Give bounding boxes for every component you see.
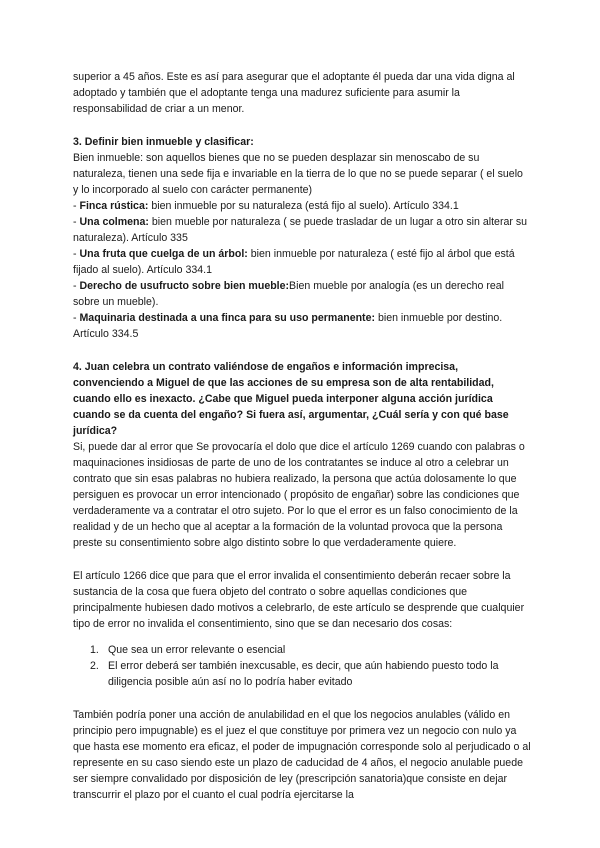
section-3-definition: Bien inmueble: son aquellos bienes que no se pueden desplazar sin menoscabo de su naturaleza, tienen una sede fija e invariable en la tierra de lo que no se puede separar ( el suelo y lo incorporado al suelo con carácter permanente) xyxy=(73,152,523,196)
classification-term: Una fruta que cuelga de un árbol: xyxy=(79,248,248,260)
classification-term: Derecho de usufructo sobre bien mueble: xyxy=(79,280,290,292)
section-4-answer-p3: También podría poner una acción de anulabilidad en el que los negocios anulables (válido en principio pero impugnable) es el juez el que constituye por primera vez un negocio con nulo ya que hasta ese momento era eficaz, el poder de impugnación corresponde solo al perjudicado o al represente en su caso siendo este un plazo de caducidad de 4 años, el negocio anulable puede ser siempre convalidado por disposición de ley (prescripción sanatoria)que consiste en dejar transcurrir el plazo por el cuanto el cual podría ejercitarse la xyxy=(73,709,531,801)
classification-item: - Maquinaria destinada a una finca para su uso permanente: bien inmueble por destino. Artículo 334.5 xyxy=(73,312,503,340)
classification-item: - Una colmena: bien mueble por naturaleza ( se puede trasladar de un lugar a otro sin alterar su naturaleza). Artículo 335 xyxy=(73,216,528,244)
classification-item: - Finca rústica: bien inmueble por su naturaleza (está fijo al suelo). Artículo 334.1 xyxy=(73,200,459,212)
section-4-answer-p2: El artículo 1266 dice que para que el error invalida el consentimiento deberán recaer sobre la sustancia de la cosa que fuera objeto del contrato o sobre aquellas condiciones que principalmente hubiesen dado motivos a celebrarlo, de este artículo se desprende que cualquier tipo de error no invalida el consentimiento, sino que se dan necesario dos cosas: xyxy=(73,570,525,630)
section-4-heading: 4. Juan celebra un contrato valiéndose de engaños e información imprecisa, convenciendo a Miguel de que las acciones de su empresa son de alta rentabilidad, cuando ello es inexacto. ¿Cabe que Miguel pueda interponer alguna acción jurídica cuando se da cuenta del engaño? Si fuera así, argumentar, ¿Cuál sería y con qué base jurídica? xyxy=(73,361,509,437)
requirements-list xyxy=(73,642,531,690)
classification-term: Maquinaria destinada a una finca para su uso permanente: xyxy=(79,312,376,324)
section-4-answer-p1: Si, puede dar al error que Se provocaría el dolo que dice el artículo 1269 cuando con palabras o maquinaciones insidiosas de parte de uno de los contratantes se induce al otro a celebrar un contrato que sin esas palabras no hubiera realizado, la persona que actúa dolosamente lo que persiguen es provocar un error intencionado ( propósito de engañar) sobre las condiciones que verdaderamente va a contratar el otro sujeto. Por lo que el error es un falso conocimiento de la realidad y de un hecho que al aceptar a la formación de la voluntad provoca que la persona preste su consentimiento sobre algo distinto sobre lo que verdaderamente quiere. xyxy=(73,441,525,549)
classification-item: - Derecho de usufructo sobre bien mueble:Bien mueble por analogía (es un derecho real sobre un mueble). xyxy=(73,280,505,308)
list-item: 2. El error deberá ser también inexcusable, es decir, que aún habiendo puesto todo la diligencia posible aún así no lo podría haber evitado xyxy=(90,660,499,688)
classification-term: Una colmena: xyxy=(79,216,149,228)
classification-term: Finca rústica: xyxy=(79,200,149,212)
list-item: 1. Que sea un error relevante o esencial xyxy=(90,644,286,656)
intro-paragraph: superior a 45 años. Este es así para asegurar que el adoptante él pueda dar una vida digna al adoptado y también que el adoptante tenga una madurez suficiente para asumir la responsabilidad de criar a un menor. xyxy=(73,71,515,115)
section-3-heading: 3. Definir bien inmueble y clasificar: xyxy=(73,136,254,148)
classification-item: - Una fruta que cuelga de un árbol: bien inmueble por naturaleza ( esté fijo al árbol que está fijado al suelo). Artículo 334.1 xyxy=(73,248,515,276)
document-body xyxy=(73,69,531,803)
